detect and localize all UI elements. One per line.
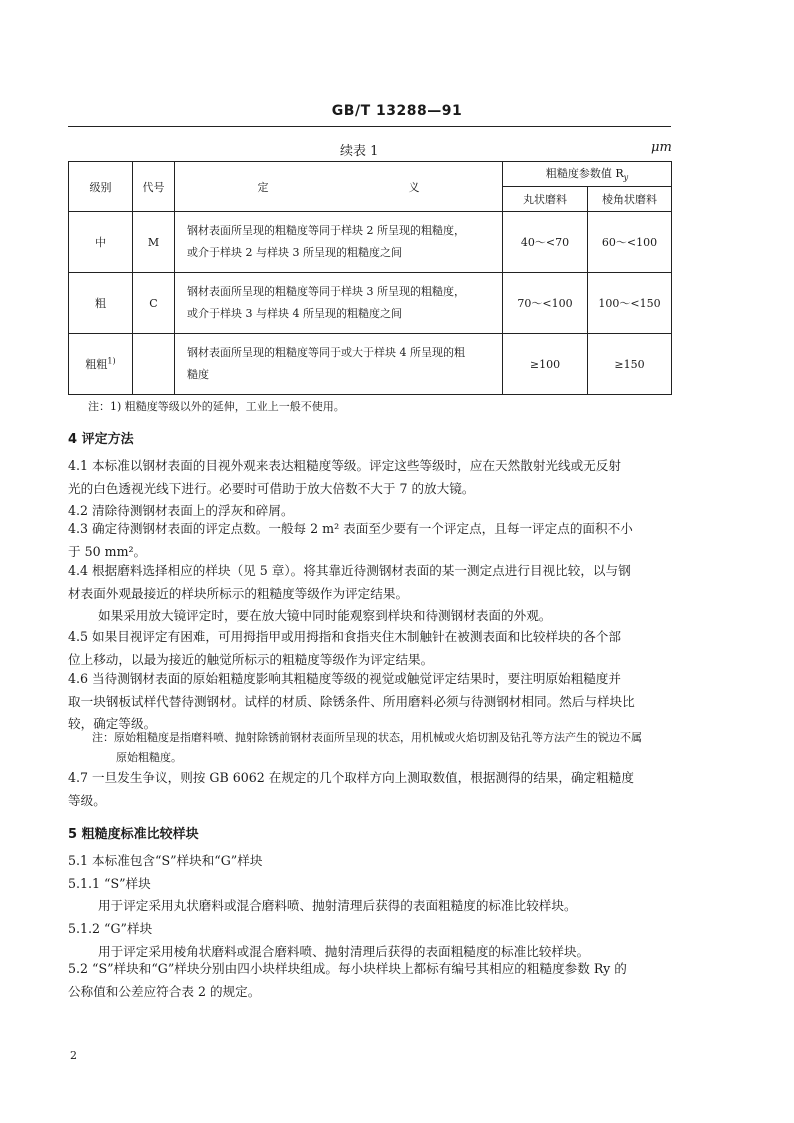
text-line: 取一块钢板试样代替待测钢材。试样的材质、除锈条件、所用磨料必须与待测钢材相同。然后与样块比: [68, 693, 635, 709]
row-angular-value: 100～<150: [588, 273, 672, 334]
text-line: 5.1.1 “S”样块: [68, 875, 151, 891]
text-line: 5.1 本标准包含“S”样块和“G”样块: [68, 853, 263, 868]
text-line: 公称值和公差应符合表 2 的规定。: [68, 983, 261, 999]
row-angular-value: ≥150: [588, 334, 672, 395]
clause-4-6-note: [92, 728, 678, 768]
table-unit: μm: [651, 140, 672, 155]
header-round-abrasive: 丸状磨料: [503, 187, 588, 212]
standard-header: GB/T 13288—91: [331, 103, 463, 119]
page-number: 2: [70, 1049, 77, 1062]
header-rule: [68, 126, 671, 127]
text-line: 4.4 根据磨料选择相应的样块（见 5 章）。将其靠近待测钢材表面的某一测定点进行目视比较，以与钢: [68, 563, 631, 578]
row-level: [69, 334, 133, 395]
table-row: [69, 273, 672, 334]
row-round-value: ≥100: [503, 334, 588, 395]
text-line: 用于评定采用棱角状磨料或混合磨料喷、抛射清理后获得的表面粗糙度的标准比较样块。: [98, 943, 590, 959]
clause-4-3: [68, 518, 678, 563]
footnote-marker: 1): [107, 356, 116, 366]
text-line: 原始粗糙度。: [116, 751, 182, 764]
text-line: 4.5 如果目视评定有困难，可用拇指甲或用拇指和食指夹住木制触针在被测表面和比较样块的各个部: [68, 629, 621, 644]
row-level: 粗: [69, 273, 133, 334]
clause-4-1: [68, 455, 678, 500]
clause-4-6: [68, 668, 678, 736]
text-line: 4.7 一旦发生争议，则按 GB 6062 在规定的几个取样方向上测取数值，根据测得的结果，确定粗糙度: [68, 770, 634, 785]
text-line: 4.2 清除待测钢材表面上的浮灰和碎屑。: [68, 503, 294, 518]
section-5-title: 5 粗糙度标准比较样块: [68, 827, 199, 842]
roughness-table: [68, 161, 672, 395]
row-definition: [175, 212, 503, 273]
text-line: 光的白色透视光线下进行。必要时可借助于放大倍数不大于 7 的放大镜。: [68, 480, 475, 496]
table-footnote: 注：1) 粗糙度等级以外的延伸，工业上一般不使用。: [88, 400, 345, 413]
clause-4-4: [68, 560, 678, 628]
text-line: 4.6 当待测钢材表面的原始粗糙度影响其粗糙度等级的视觉或触觉评定结果时，要注明原始粗糙度并: [68, 671, 621, 686]
row-definition-line: 钢材表面所呈现的粗糙度等同于或大于样块 4 所呈现的粗: [187, 346, 465, 359]
row-definition-line: 或介于样块 3 与样块 4 所呈现的粗糙度之间: [187, 307, 402, 320]
table-caption: 续表 1: [340, 144, 379, 159]
text-line: 材表面外观最接近的样块所标示的粗糙度等级作为评定结果。: [68, 585, 409, 601]
row-code: [133, 334, 175, 395]
text-line: 注：原始粗糙度是指磨料喷、抛射除锈前钢材表面所呈现的状态，用机械或火焰切割及钻孔等方法产生的锐边不属: [92, 731, 642, 744]
text-line: 如果采用放大镜评定时，要在放大镜中同时能观察到样块和待测钢材表面的外观。: [98, 608, 552, 624]
row-definition-line: 钢材表面所呈现的粗糙度等同于样块 3 所呈现的粗糙度，: [187, 285, 465, 298]
text-line: 位上移动，以最为接近的触觉所标示的粗糙度等级作为评定结果。: [68, 651, 434, 667]
header-definition-a: 定: [257, 180, 269, 194]
text-line: 用于评定采用丸状磨料或混合磨料喷、抛射清理后获得的表面粗糙度的标准比较样块。: [98, 898, 577, 914]
header-code: 代号: [133, 162, 175, 212]
clause-4-7: [68, 767, 678, 812]
table-row: [69, 212, 672, 273]
row-level-text: 粗粗: [85, 358, 108, 371]
header-param-text: 粗糙度参数值 R: [545, 167, 624, 181]
table-row: [69, 334, 672, 395]
row-round-value: 40～<70: [503, 212, 588, 273]
row-definition-line: 糙度: [187, 368, 209, 381]
clause-4-5: [68, 626, 678, 671]
row-definition-line: 或介于样块 2 与样块 3 所呈现的粗糙度之间: [187, 246, 402, 259]
text-line: 于 50 mm²。: [68, 543, 147, 559]
header-param-group: [503, 162, 672, 187]
clause-5-2: [68, 958, 678, 1003]
header-definition-b: 义: [408, 180, 420, 194]
text-line: 4.3 确定待测钢材表面的评定点数。一般每 2 m² 表面至少要有一个评定点，且每一评定点的面积不小: [68, 521, 633, 536]
header-level: 级别: [69, 162, 133, 212]
row-definition: [175, 334, 503, 395]
text-line: 5.1.2 “G”样块: [68, 921, 153, 937]
text-line: 5.2 “S”样块和“G”样块分别由四小块样块组成。每小块样块上都标有编号其相应的粗糙度参数 Ry 的: [68, 961, 627, 976]
row-round-value: 70～<100: [503, 273, 588, 334]
text-line: 较，确定等级。: [68, 716, 157, 732]
row-definition-line: 钢材表面所呈现的粗糙度等同于样块 2 所呈现的粗糙度，: [187, 224, 465, 237]
header-angular-abrasive: 棱角状磨料: [588, 187, 672, 212]
row-level: 中: [69, 212, 133, 273]
text-line: 等级。: [68, 792, 106, 808]
row-code: M: [133, 212, 175, 273]
text-line: 4.1 本标准以钢材表面的目视外观来表达粗糙度等级。评定这些等级时，应在天然散射光线或无反射: [68, 458, 621, 473]
section-4-title: 4 评定方法: [68, 432, 134, 447]
header-definition: [175, 162, 503, 212]
row-code: C: [133, 273, 175, 334]
row-angular-value: 60～<100: [588, 212, 672, 273]
header-param-sub: y: [623, 173, 629, 183]
row-definition: [175, 273, 503, 334]
clause-5-1: [68, 850, 678, 964]
